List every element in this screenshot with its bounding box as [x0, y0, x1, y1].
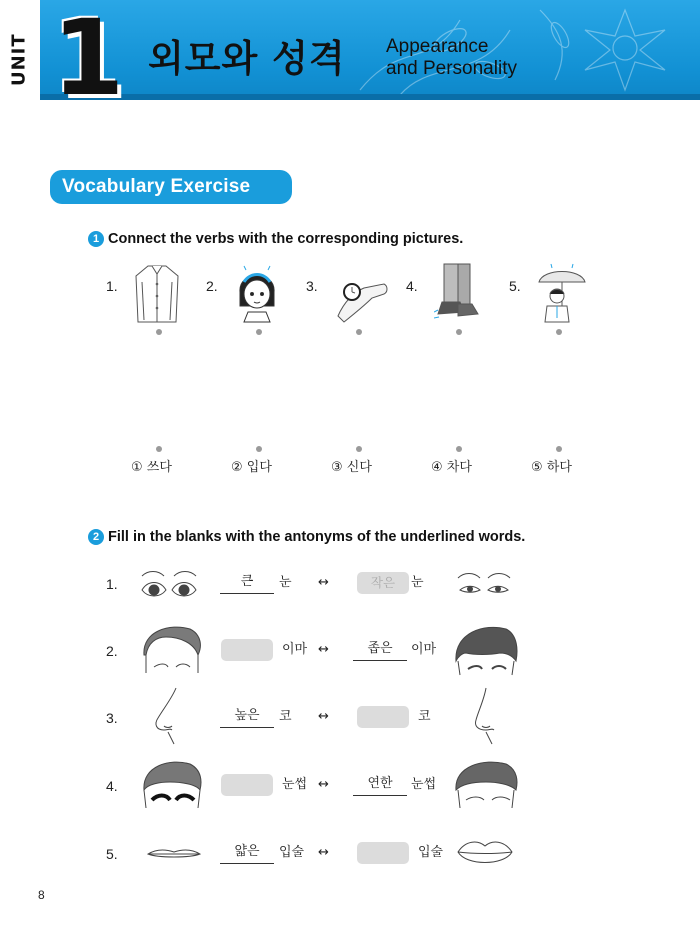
verb-dot-2[interactable] — [256, 446, 262, 452]
verb-dot-3[interactable] — [356, 446, 362, 452]
light-eyebrows-icon — [454, 760, 520, 810]
unit-title-english — [386, 36, 517, 80]
low-nose-icon — [466, 686, 502, 746]
big-eyes-icon — [138, 568, 200, 604]
picture-dot-5[interactable] — [556, 329, 562, 335]
thin-lips-icon — [144, 842, 204, 866]
answer-blank-left[interactable]: 얇은 — [220, 842, 274, 864]
antonym-arrow: ↔ — [318, 575, 329, 590]
row-number: 3. — [106, 710, 118, 726]
exercise2-heading — [88, 529, 525, 545]
verb-option-3: ③ 신다 — [331, 460, 372, 475]
noun-right: 코 — [418, 709, 431, 724]
picture-number: 2. — [206, 278, 218, 294]
verb-option-2: ② 입다 — [231, 460, 272, 475]
exercise1-number: 1 — [88, 231, 104, 247]
answer-box-left[interactable] — [221, 774, 273, 796]
antonym-row-3 — [0, 694, 700, 744]
exercise2-instruction: Fill in the blanks with the antonyms of the underlined words. — [108, 529, 526, 545]
antonym-row-1 — [0, 566, 700, 616]
row-number: 5. — [106, 846, 118, 862]
exercise2-number: 2 — [88, 529, 104, 545]
noun-left: 이마 — [282, 642, 308, 657]
antonym-arrow: ↔ — [318, 845, 329, 860]
noun-right: 눈 — [411, 575, 424, 590]
girl-headband-icon — [234, 262, 280, 324]
verb-option-1: ① 쓰다 — [131, 460, 172, 475]
thick-eyebrows-icon — [140, 760, 204, 810]
header-banner — [40, 0, 700, 100]
answer-blank-right[interactable]: 연한 — [353, 774, 407, 796]
antonym-row-2 — [0, 625, 700, 675]
antonym-arrow: ↔ — [318, 642, 329, 657]
thick-lips-icon — [454, 836, 516, 872]
unit-header — [0, 0, 700, 119]
noun-left: 입술 — [279, 845, 305, 860]
antonym-row-5 — [0, 834, 700, 884]
unit-number: 1 — [52, 0, 125, 119]
answer-box-right[interactable]: 작은 — [357, 572, 409, 594]
antonym-arrow: ↔ — [318, 709, 329, 724]
row-number: 2. — [106, 643, 118, 659]
antonym-row-4 — [0, 760, 700, 810]
noun-left: 코 — [279, 709, 292, 724]
title-en-line2: and Personality — [386, 58, 517, 79]
page-number: 8 — [38, 888, 45, 902]
picture-number: 4. — [406, 278, 418, 294]
wristwatch-icon — [334, 262, 390, 324]
small-eyes-icon — [454, 568, 514, 604]
unit-label: UNIT — [8, 33, 30, 87]
picture-dot-2[interactable] — [256, 329, 262, 335]
noun-left: 눈썹 — [282, 777, 308, 792]
row-number: 4. — [106, 778, 118, 794]
exercise1-instruction: Connect the verbs with the corresponding pictures. — [108, 231, 464, 247]
answer-box-right[interactable] — [357, 842, 409, 864]
wide-forehead-icon — [140, 625, 204, 677]
answer-blank-right[interactable]: 좁은 — [353, 639, 407, 661]
verb-option-4: ④ 차다 — [431, 460, 472, 475]
title-en-line1: Appearance — [386, 36, 489, 57]
narrow-forehead-icon — [454, 625, 520, 677]
picture-number: 1. — [106, 278, 118, 294]
shirt-icon — [134, 262, 180, 324]
picture-dot-3[interactable] — [356, 329, 362, 335]
noun-left: 눈 — [279, 575, 292, 590]
verb-dot-5[interactable] — [556, 446, 562, 452]
verb-dot-1[interactable] — [156, 446, 162, 452]
noun-right: 눈썹 — [411, 777, 437, 792]
picture-number: 3. — [306, 278, 318, 294]
picture-number: 5. — [509, 278, 521, 294]
section-title: Vocabulary Exercise — [50, 170, 292, 204]
picture-dot-4[interactable] — [456, 329, 462, 335]
high-nose-icon — [146, 686, 186, 746]
antonym-arrow: ↔ — [318, 777, 329, 792]
answer-blank-left[interactable]: 높은 — [220, 706, 274, 728]
noun-right: 입술 — [418, 845, 444, 860]
header-rule — [40, 94, 700, 100]
shoes-icon — [434, 262, 480, 324]
picture-dot-1[interactable] — [156, 329, 162, 335]
exercise1-heading — [88, 231, 463, 247]
verb-option-5: ⑤ 하다 — [531, 460, 572, 475]
umbrella-man-icon — [537, 262, 587, 324]
noun-right: 이마 — [411, 642, 437, 657]
answer-box-right[interactable] — [357, 706, 409, 728]
row-number: 1. — [106, 576, 118, 592]
answer-blank-left[interactable]: 큰 — [220, 572, 274, 594]
verb-dot-4[interactable] — [456, 446, 462, 452]
answer-box-left[interactable] — [221, 639, 273, 661]
unit-title-korean: 외모와 성격 — [148, 37, 346, 80]
